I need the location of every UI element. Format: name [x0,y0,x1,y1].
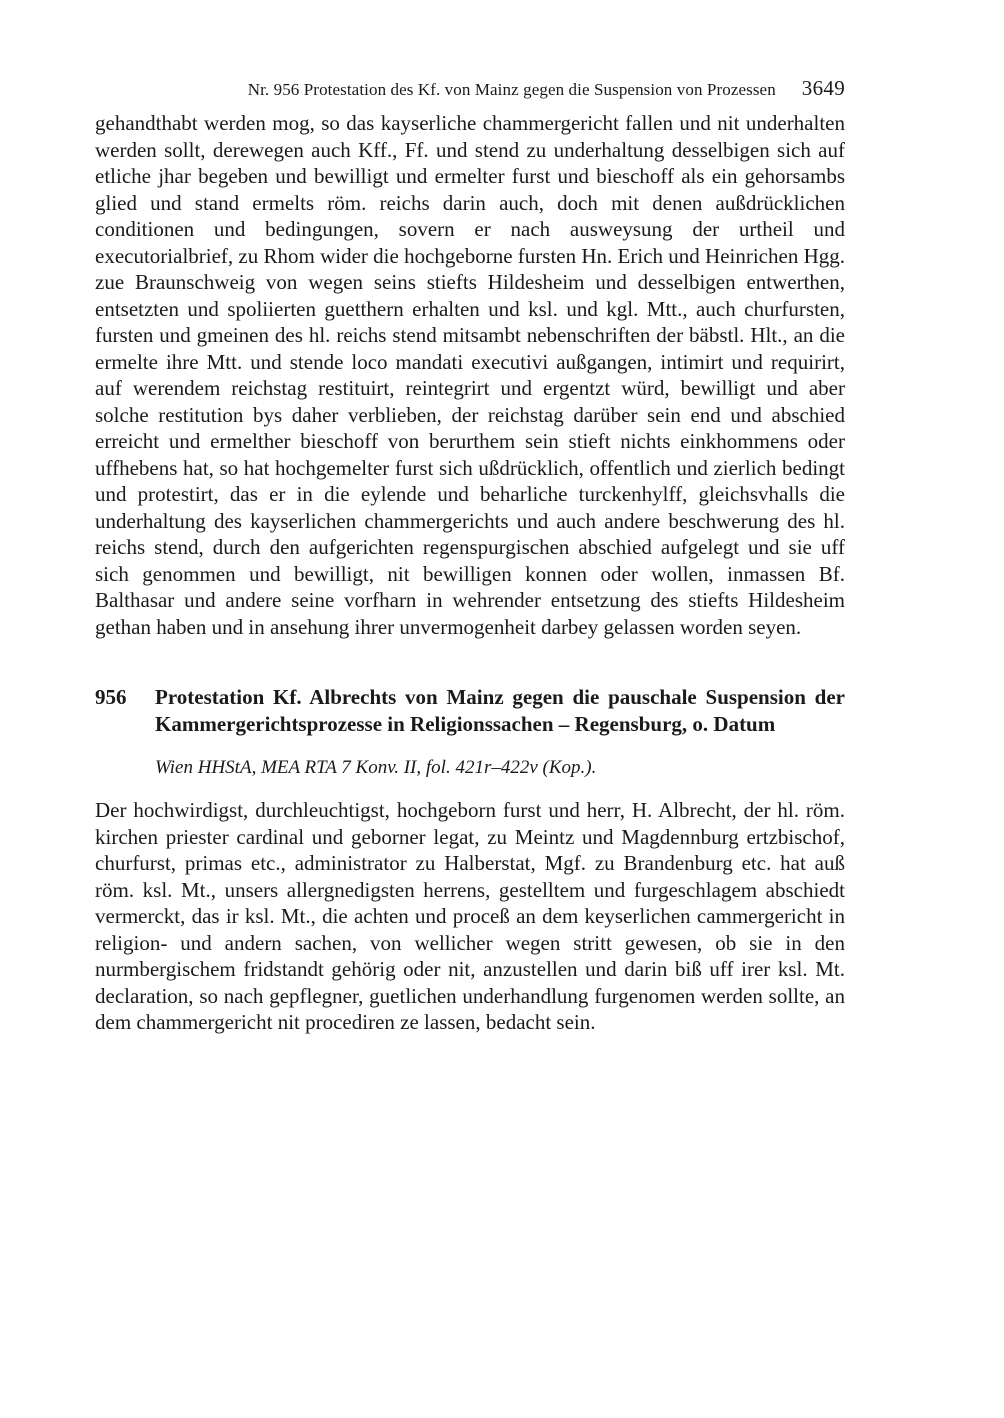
running-title: Nr. 956 Protestation des Kf. von Mainz gegen die Suspension von Prozessen [247,80,776,99]
page [95,76,845,1036]
document-title: Protestation Kf. Albrechts von Mainz gegen die pauschale Suspension der Kammergerichtsprozesse in Religionssachen – Regensburg, o. Datum [155,685,845,736]
page-number: 3649 [801,76,845,100]
continuation-paragraph: gehandthabt werden mog, so das kayserliche chammergericht fallen und nit underhalten werden sollt, derewegen auch Kff., Ff. und stend zu underhaltung desselbigen sich auf etliche jhar begeben und bewilligt und ermelter furst und bieschoff als ein gehorsambs glied und stand ermelts röm. reichs darin auch, doch mit denen außdrücklichen conditionen und bedingungen, sovern er nach ausweysung der urtheil und executorialbrief, zu Rhom wider die hochgeborne fursten Hn. Erich und Heinrichen Hgg. zue Braunschweig von wegen seins stiefts Hildesheim und desselbigen entwerthen, entsetzten und spoliierten guetthern erhalten und ksl. und kgl. Mtt., auch churfursten, fursten und gmeinen des hl. reichs stend mitsambt nebenschriften der bäbstl. Hlt., an die ermelte ihre Mtt. und stende loco mandati executivi außgangen, intimirt und requirirt, auf werendem reichstag restituirt, reintegrirt und ergentzt würd, bewilligt und aber solche restitution bys daher verblieben, der reichstag darüber sein end und abschied erreicht und ermelther bieschoff von berurthem sein stieft nichts einkhommens oder uffhebens hat, so hat hochgemelter furst sich ußdrücklich, offentlich und zierlich bedingt und protestirt, das er in die eylende und beharliche turckenhylff, gleichsvhalls die underhaltung des kayserlichen chammergerichts und auch andere beschwerung des hl. reichs stend, durch den aufgerichten regenspurgischen abschied aufgelegt und sie uff sich genommen und bewilligt, nit bewilligen konnen oder wollen, inmassen Bf. Balthasar und andere seine vorfharn in wehrender entsetzung des stiefts Hildesheim gethan haben und in ansehung ihrer unvermogenheit darbey gelassen worden seyen. [95,111,845,639]
source-note: Wien HHStA, MEA RTA 7 Konv. II, fol. 421r–422v (Kop.). [155,757,597,778]
document-number: 956 [95,685,127,709]
document-heading [95,684,845,737]
document-text: Der hochwirdigst, durchleuchtigst, hochgeborn furst und herr, H. Albrecht, der hl. röm. kirchen priester cardinal und geborner legat, zu Meintz und Magdennburg ertzbischof, churfurst, primas etc., administrator zu Halberstat, Mgf. zu Brandenburg etc. hat auß röm. ksl. Mt., unsers allergnedigsten herrens, gestelltem und furgeschlagem abschiedt vermerckt, das ir ksl. Mt., die achten und proceß an dem keyserlichen cammergericht in religion- und andern sachen, von wellicher wegen stritt gewesen, ob sie in den nurmbergischem fridstandt gehörig oder nit, anzustellen und darin biß uff irer ksl. Mt. declaration, so nach gepflegner, guetlichen underhandlung furgenomen werden sollte, an dem chammergericht nit procediren ze lassen, bedacht sein. [95,798,845,1034]
running-head [95,76,845,106]
